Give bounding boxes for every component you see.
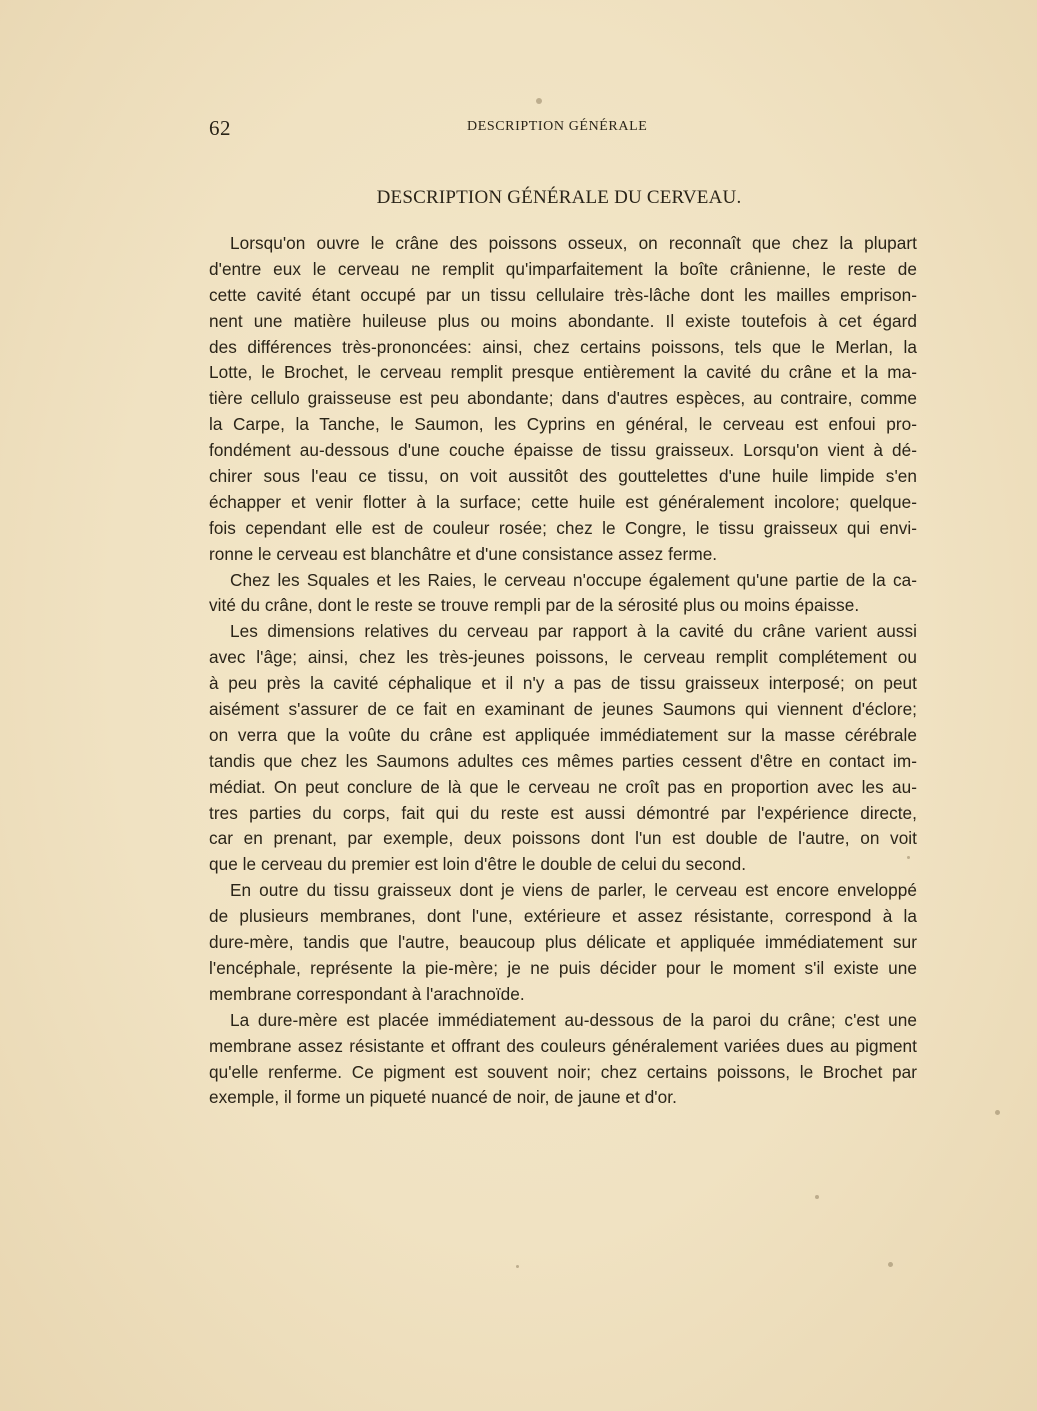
text-line: à peu près la cavité céphalique et il n'y a pas de tissu graisseux interposé; on peut	[209, 673, 917, 694]
text-line: ronne le cerveau est blanchâtre et d'une consistance assez ferme.	[209, 543, 718, 564]
text-line: dure-mère, tandis que l'autre, beaucoup plus délicate et appliquée immédiatement sur	[209, 932, 917, 953]
section-title: DESCRIPTION GÉNÉRALE DU CERVEAU.	[376, 187, 742, 208]
text-line: Lorsqu'on ouvre le crâne des poissons osseux, on reconnaît que chez la plupart	[230, 233, 917, 253]
page-number: 62	[209, 116, 231, 140]
paper-speck	[536, 98, 542, 104]
paragraph	[209, 1008, 919, 1112]
text-line: l'encéphale, représente la pie-mère; je ne puis décider pour le moment s'il existe une	[209, 957, 917, 978]
text-line: nent une matière huileuse plus ou moins abondante. Il existe toutefois à cet égard	[209, 310, 917, 331]
text-line: exemple, il forme un piqueté nuancé de noir, de jaune et d'or.	[209, 1087, 677, 1108]
body-text	[209, 231, 919, 1111]
paragraph	[209, 619, 919, 878]
paragraph	[209, 231, 919, 568]
text-line: Les dimensions relatives du cerveau par rapport à la cavité du crâne varient aussi	[230, 621, 917, 642]
text-line: la Carpe, la Tanche, le Saumon, les Cyprins en général, le cerveau est enfoui pro-	[209, 414, 917, 435]
text-line: aisément s'assurer de ce fait en examinant de jeunes Saumons qui viennent d'éclore;	[209, 699, 917, 720]
text-line: des différences très-prononcées: ainsi, chez certains poissons, tels que le Merlan, la	[209, 336, 917, 357]
paragraph	[209, 568, 919, 620]
text-line: de plusieurs membranes, dont l'une, extérieure et assez résistante, correspond à la	[209, 906, 917, 927]
text-line: car en prenant, par exemple, deux poissons dont l'un est double de l'autre, on voit	[209, 828, 917, 849]
text-line: avec l'âge; ainsi, chez les très-jeunes poissons, le cerveau remplit complétement ou	[209, 647, 917, 668]
text-line: on verra que la voûte du crâne est appliquée immédiatement sur la masse cérébrale	[209, 724, 917, 745]
paper-speck	[516, 1265, 519, 1268]
running-head	[209, 116, 909, 140]
text-line: tière cellulo graisseuse est peu abondante; dans d'autres espèces, au contraire, comme	[209, 388, 917, 409]
paper-speck	[815, 1195, 819, 1199]
text-line: cette cavité étant occupé par un tissu cellulaire très-lâche dont les mailles emprison-	[209, 284, 917, 305]
text-line: chirer sous l'eau ce tissu, on voit aussitôt des gouttelettes d'une huile limpide s'en	[209, 466, 917, 487]
text-line: membrane correspondant à l'arachnoïde.	[209, 983, 525, 1004]
text-line: que le cerveau du premier est loin d'être le double de celui du second.	[209, 854, 747, 875]
paper-speck	[907, 856, 910, 859]
text-line: fois cependant elle est de couleur rosée; chez le Congre, le tissu graisseux qui envi-	[209, 517, 917, 538]
text-line: fondément au-dessous d'une couche épaisse de tissu graisseux. Lorsqu'on vient à dé-	[209, 440, 917, 461]
text-line: échapper et venir flotter à la surface; cette huile est généralement incolore; quelque-	[209, 491, 917, 512]
paper-speck	[888, 1262, 893, 1267]
text-line: Lotte, le Brochet, le cerveau remplit presque entièrement la cavité du crâne et la ma-	[209, 362, 917, 383]
text-line: membrane assez résistante et offrant des couleurs généralement variées dues au pigment	[209, 1035, 917, 1056]
text-line: Chez les Squales et les Raies, le cerveau n'occupe également qu'une partie de la ca-	[230, 569, 917, 590]
running-title: DESCRIPTION GÉNÉRALE	[467, 119, 648, 134]
text-line: tandis que chez les Saumons adultes ces mêmes parties cessent d'être en contact im-	[209, 750, 917, 771]
text-line: En outre du tissu graisseux dont je viens de parler, le cerveau est encore enveloppé	[230, 880, 917, 901]
paper-speck	[995, 1110, 1000, 1115]
text-line: tres parties du corps, fait qui du reste est aussi démontré par l'expérience directe,	[209, 802, 917, 823]
paragraph	[209, 878, 919, 1007]
text-line: qu'elle renferme. Ce pigment est souvent noir; chez certains poissons, le Brochet par	[209, 1061, 917, 1082]
text-line: d'entre eux le cerveau ne remplit qu'imparfaitement la boîte crânienne, le reste de	[209, 258, 917, 279]
text-line: vité du crâne, dont le reste se trouve rempli par de la sérosité plus ou moins épaisse.	[209, 595, 860, 616]
text-line: médiat. On peut conclure de là que le cerveau ne croît pas en proportion avec les au-	[209, 776, 917, 797]
text-line: La dure-mère est placée immédiatement au-dessous de la paroi du crâne; c'est une	[230, 1009, 917, 1030]
